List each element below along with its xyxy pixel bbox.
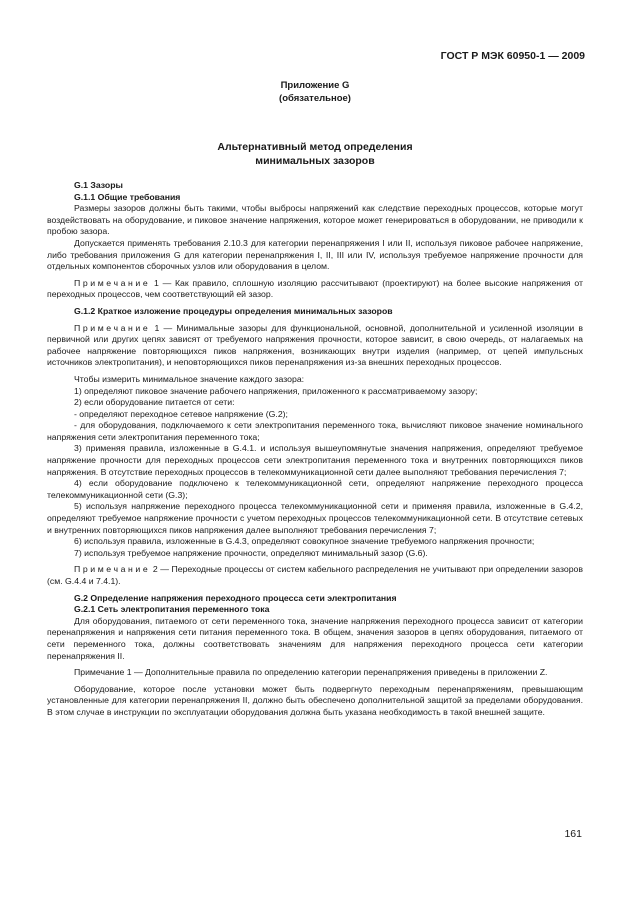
paragraph: Для оборудования, питаемого от сети переменного тока, значение напряжения переходного процесса зависит от категории перенапряжения и напряжения сети питания переменного тока. В общем, значения зазоров в цепях оборудования, питаемого от сети переменного тока, должны соответствовать значениям для напряжения переходного процесса сети категории перенапряжения II.: [47, 615, 583, 661]
note-label: Примечание: [74, 667, 125, 678]
note-label: Примечание: [74, 564, 151, 575]
section-heading-g21: G.2.1 Сеть электропитания переменного тока: [74, 604, 270, 615]
note-text: 1 — Дополнительные правила по определению категории перенапряжения приведены в приложении Z.: [124, 667, 548, 678]
note-text: 1 — Минимальные зазоры для функциональной, основной, дополнительной и усиленной изоляции в первичной или других цепях зависят от требуемого напряжения прочности, которое зависит, в свою очередь, от налагаемых на рабочее напряжение повторяющихся пиков напряжения, возникающих внутри изделия (например, от цепей импульсных источников электропитания), и неповторяющихся пиков перенапряжения из-за внешних переходных процессов.: [47, 322, 583, 368]
paragraph: Размеры зазоров должны быть такими, чтобы выбросы напряжений как следствие переходных процессов, которые могут воздействовать на оборудование, и пиковое значение напряжения, которое может генерироваться в оборудовании, не приводили к пробою зазора.: [47, 203, 583, 237]
list-item: 2) если оборудование питается от сети:: [74, 397, 235, 408]
note: [47, 323, 583, 369]
paragraph: Чтобы измерить минимальное значение каждого зазора:: [74, 373, 305, 384]
note: [47, 667, 583, 679]
appendix-status: (обязательное): [279, 93, 351, 104]
appendix-title: Приложение G: [280, 80, 350, 91]
section-heading-g12: G.1.2 Краткое изложение процедуры определения минимальных зазоров: [74, 305, 393, 316]
main-title: [0, 140, 630, 168]
list-item: - для оборудования, подключаемого к сети электропитания переменного тока, вычисляют пиковое значение номинального напряжения сети электропитания переменного тока;: [47, 420, 583, 442]
list-item: - определяют переходное сетевое напряжение (G.2);: [74, 408, 288, 419]
list-item: 1) определяют пиковое значение рабочего напряжения, приложенного к рассматриваемому зазору;: [74, 385, 478, 396]
main-title-line2: минимальных зазоров: [255, 155, 375, 167]
paragraph: Допускается применять требования 2.10.3 для категории перенапряжения I или II, используя пиковое рабочее напряжение, либо требования приложения G для категории перенапряжения I, II, III или IV, используя требуемое напряжение прочности для отдельных компонентов сборочных узлов или оборудования в целом.: [47, 237, 583, 272]
section-heading-g2: G.2 Определение напряжения переходного процесса сети электропитания: [74, 592, 397, 603]
list-item: 5) используя напряжение переходного процесса телекоммуникационной сети и применяя правила, изложенные в G.4.2, определяют требуемое напряжение прочности с учетом переходных процессов телекоммуникационной сети. В отсутствие сетевых и внутренних повторяющихся пиков напряжения далее выполняют требования перечисления 7;: [47, 501, 583, 535]
page-number: 161: [564, 828, 582, 840]
appendix-heading: [0, 79, 630, 105]
note-text: 2 — Переходные процессы от систем кабельного распределения не учитывают при определении зазоров (см. G.4.4 и 7.4.1).: [47, 564, 583, 586]
list-item: 3) применяя правила, изложенные в G.4.1. и используя вышеупомянутые значения напряжения, определяют требуемое напряжение прочности для переходных процессов сети электропитания переменного тока и внутренних повторяющихся пиков напряжения. В отсутствие переходных процессов в телекоммуникационной сети далее выполняют требования перечисления 7;: [47, 443, 583, 477]
document-body: [47, 180, 583, 719]
note: [47, 278, 583, 301]
list-item: 4) если оборудование подключено к телекоммуникационной сети, определяют напряжение переходного процесса телекоммуникационной сети (G.3);: [47, 478, 583, 500]
note-text: 1 — Как правило, сплошную изоляцию рассчитывают (проектируют) на более высокие напряжения от переходных процессов, чем соответствующий ей зазор.: [47, 277, 583, 300]
note-label: Примечание: [74, 277, 151, 288]
note: [47, 564, 583, 587]
list-item: 6) используя правила, изложенные в G.4.3, определяют совокупное значение требуемого напряжения прочности;: [74, 536, 535, 547]
section-heading-g1: G.1 Зазоры: [74, 180, 123, 190]
note-label: Примечание: [74, 322, 151, 333]
main-title-line1: Альтернативный метод определения: [217, 141, 413, 153]
list-item: 7) используя требуемое напряжение прочности, определяют минимальный зазор (G.6).: [74, 547, 428, 558]
paragraph: Оборудование, которое после установки может быть подвергнуто переходным перенапряжениям, превышающим установленные для категории перенапряжения II, должно быть обеспечено дополнительной защитой за пределами оборудования. В этом случае в инструкции по эксплуатации оборудования должна быть указана необходимость в такой внешней защите.: [47, 683, 583, 717]
document-code: ГОСТ Р МЭК 60950-1 — 2009: [440, 50, 585, 62]
section-heading-g11: G.1.1 Общие требования: [74, 191, 181, 202]
